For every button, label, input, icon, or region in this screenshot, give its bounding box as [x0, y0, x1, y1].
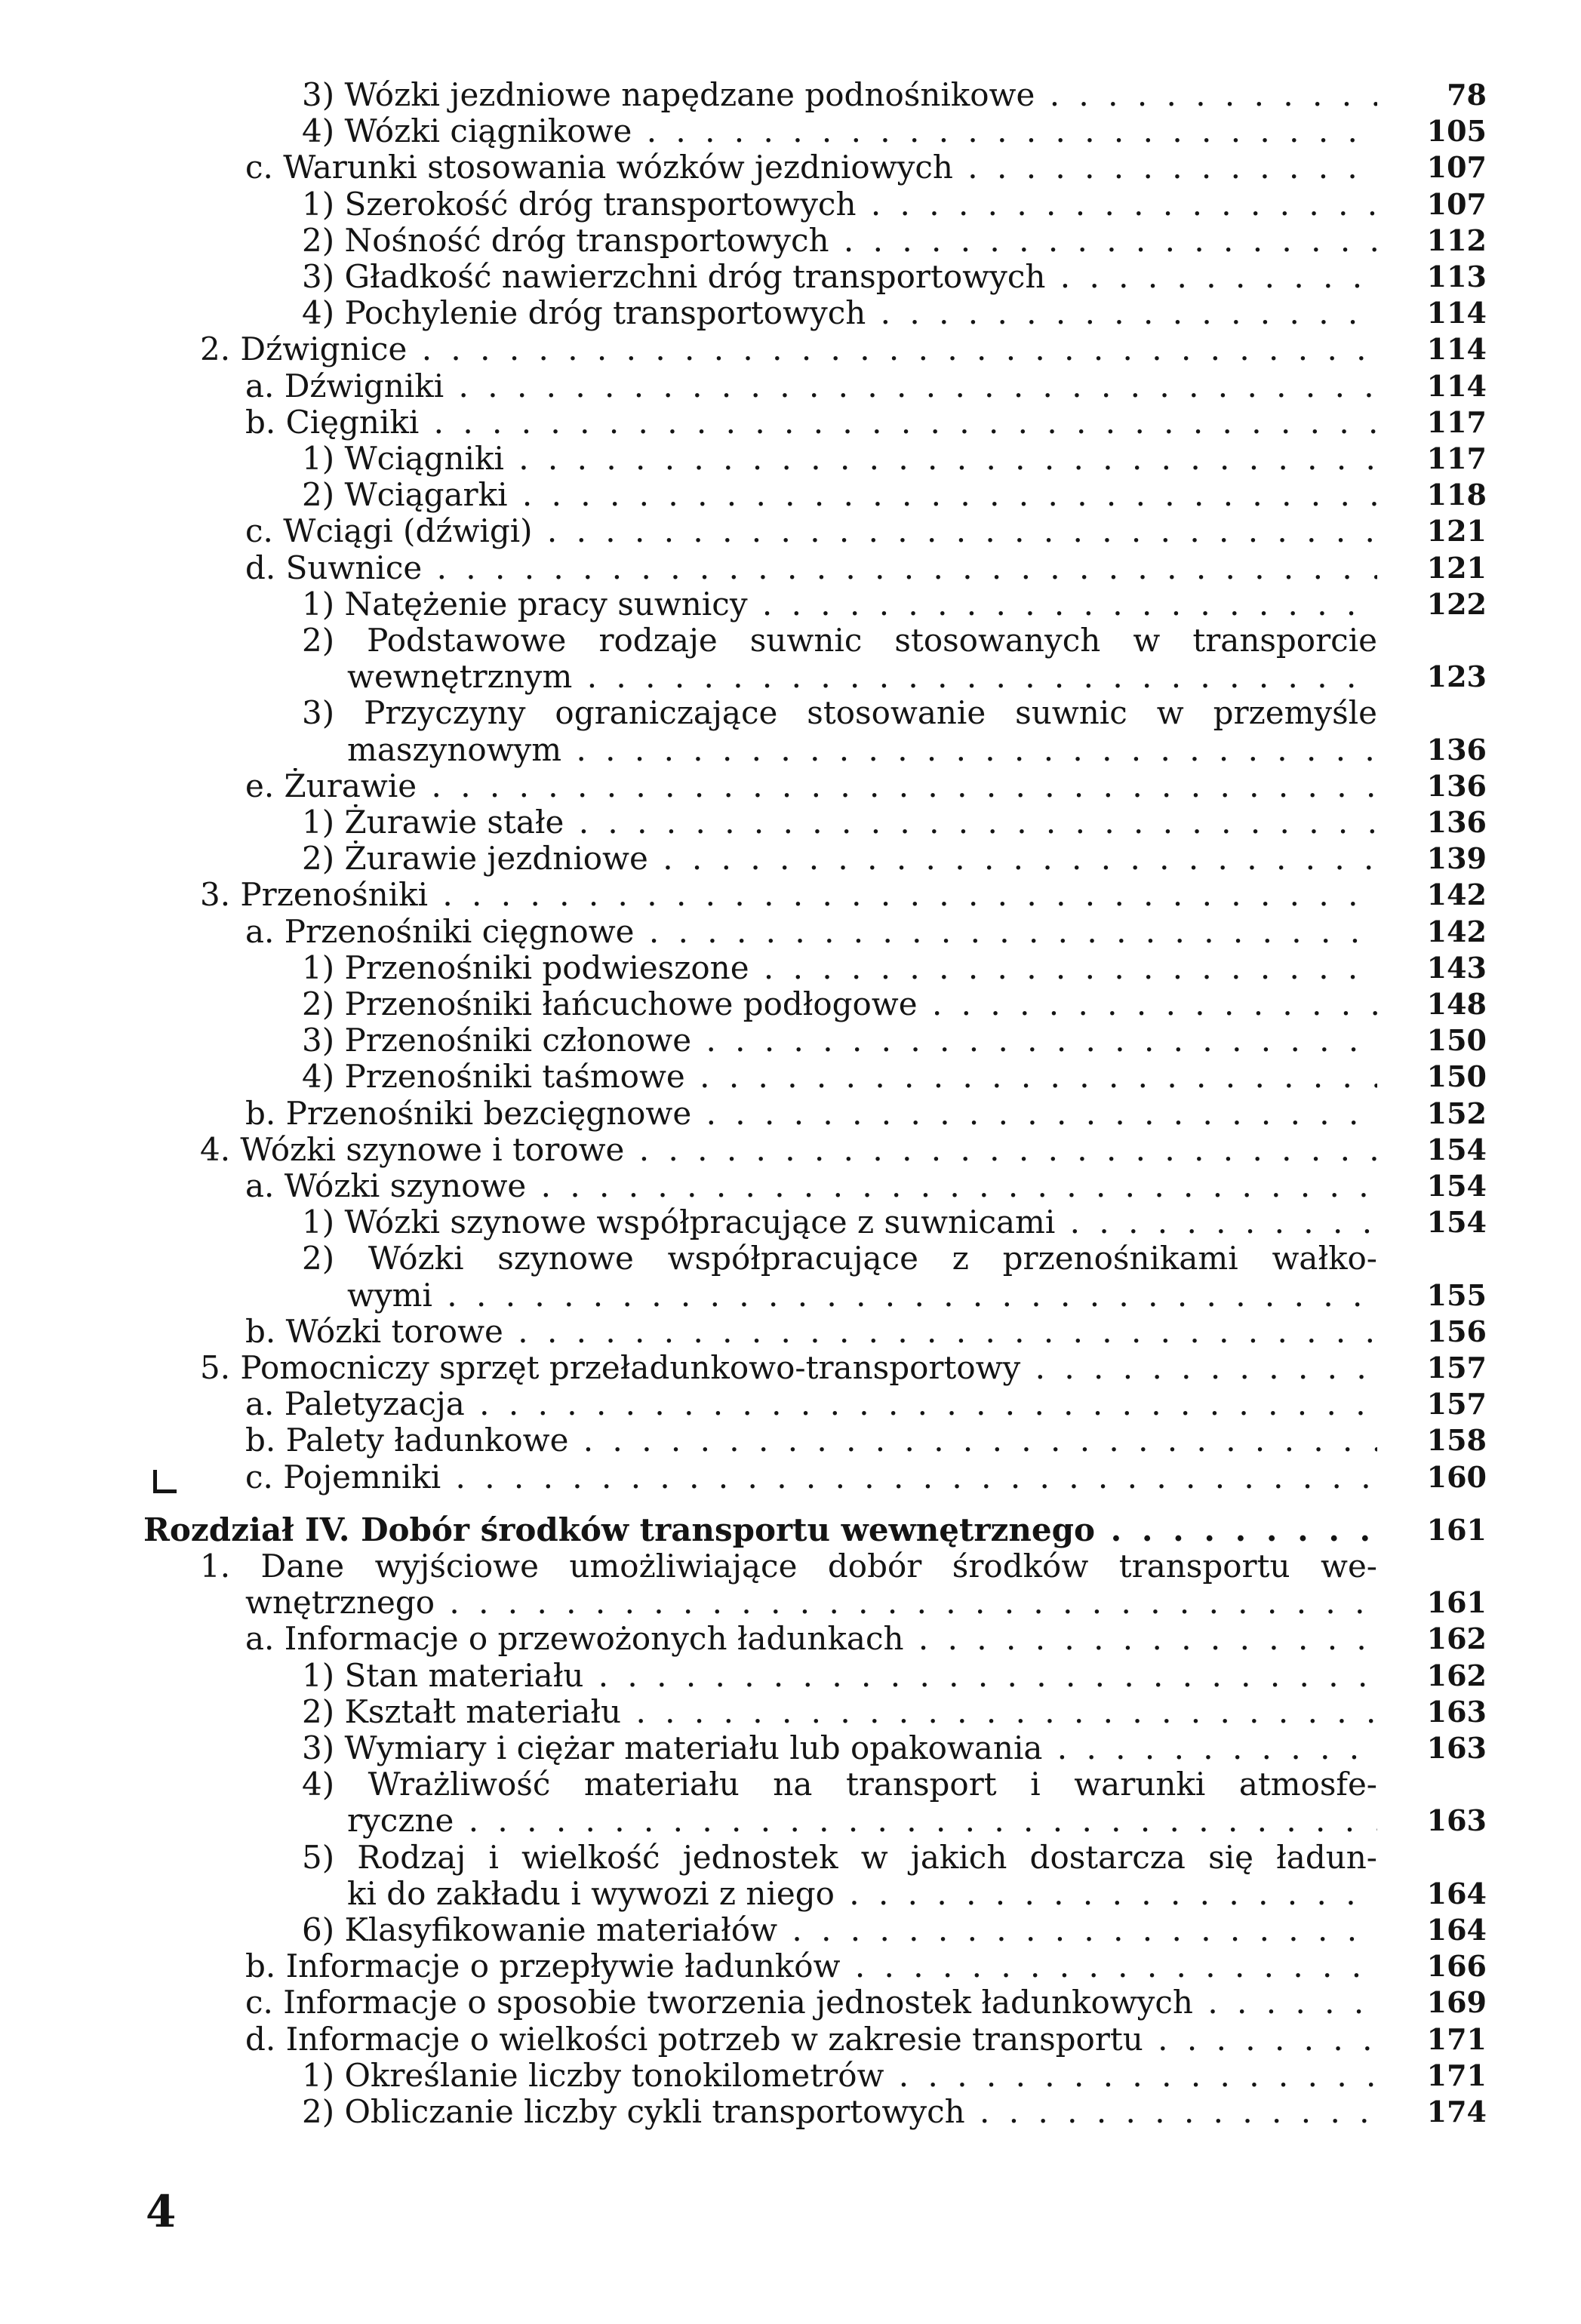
toc-entry-title: 1) Natężenie pracy suwnicy . . .	[302, 586, 1377, 622]
toc-entry-title: 3) Przyczyny ograniczające stosowanie suwnic w przemyśle	[302, 695, 1377, 732]
toc-entry-page: 163	[1426, 1803, 1487, 1838]
toc-entry	[0, 1694, 1581, 1730]
toc-entry-page: 154	[1426, 1205, 1487, 1240]
toc-entry	[0, 1585, 1581, 1621]
toc-entry	[0, 223, 1581, 259]
toc-entry-title: 2. Dźwignice . . .	[200, 331, 1377, 367]
toc-entry	[0, 1730, 1581, 1766]
toc-entry-title: c. Warunki stosowania wózków jezdniowych . . .	[245, 149, 1377, 186]
toc-entry-title: 1) Szerokość dróg transportowych . . .	[302, 186, 1377, 223]
toc-entry-title: b. Cięgniki . . .	[245, 404, 1377, 441]
toc-entry-title: 3) Wymiary i ciężar materiału lub opakowania . . .	[302, 1730, 1377, 1766]
toc-entry-page: 114	[1426, 296, 1487, 330]
toc-entry-title: maszynowym . . .	[347, 732, 1377, 768]
toc-entry	[0, 331, 1581, 367]
toc-entry	[0, 877, 1581, 913]
toc-entry-page: 163	[1426, 1731, 1487, 1765]
toc-entry	[0, 732, 1581, 768]
toc-entry	[0, 1204, 1581, 1240]
toc-entry-page: 143	[1426, 950, 1487, 985]
toc-entry	[0, 1059, 1581, 1095]
toc-entry	[0, 550, 1581, 586]
toc-entry	[0, 914, 1581, 950]
toc-entry	[0, 1876, 1581, 1912]
toc-entry-page: 118	[1426, 478, 1487, 512]
toc-entry-page: 107	[1426, 186, 1487, 221]
toc-entry-title: a. Wózki szynowe . . .	[245, 1168, 1377, 1204]
toc-entry-page: 164	[1426, 1913, 1487, 1947]
toc-entry	[0, 768, 1581, 804]
toc-entry	[0, 441, 1581, 477]
toc-entry-title: 3. Przenośniki . . .	[200, 877, 1377, 913]
toc-entry-page: 157	[1426, 1387, 1487, 1422]
toc-entry-title: 2) Wciągarki . . .	[302, 477, 1377, 513]
toc-entry	[0, 1548, 1581, 1585]
toc-entry-page: 154	[1426, 1169, 1487, 1203]
toc-entry	[0, 2021, 1581, 2058]
toc-entry	[0, 513, 1581, 549]
toc-entry-title: d. Suwnice . . .	[245, 550, 1377, 586]
toc-entry-title: 2) Kształt materiału . . .	[302, 1694, 1377, 1730]
toc-entry-title: a. Paletyzacja . . .	[245, 1386, 1377, 1422]
toc-entry	[0, 77, 1581, 113]
toc-entry-title: c. Wciągi (dźwigi) . . .	[245, 513, 1377, 549]
toc-entry-page: 150	[1426, 1059, 1487, 1094]
toc-entry	[0, 1766, 1581, 1803]
toc-entry	[0, 841, 1581, 877]
toc-entry-title: wymi . . .	[347, 1277, 1377, 1314]
toc-entry-title: d. Informacje o wielkości potrzeb w zakresie transportu . . .	[245, 2021, 1377, 2058]
toc-entry-page: 136	[1426, 768, 1487, 803]
toc-entry	[0, 1912, 1581, 1948]
toc-entry-page: 142	[1426, 914, 1487, 948]
toc-entry	[0, 1984, 1581, 2021]
toc-entry-page: 148	[1426, 987, 1487, 1021]
toc-entry-title: 4. Wózki szynowe i torowe . . .	[200, 1132, 1377, 1168]
toc-entry-page: 121	[1426, 550, 1487, 585]
toc-entry-page: 169	[1426, 1985, 1487, 2020]
toc-entry	[0, 804, 1581, 841]
margin-mark	[153, 1470, 177, 1493]
toc-entry	[0, 404, 1581, 441]
toc-entry-title: 1) Wózki szynowe współpracujące z suwnicami . . .	[302, 1204, 1377, 1240]
toc-entry	[0, 368, 1581, 404]
toc-entry-page: 152	[1426, 1096, 1487, 1130]
toc-entry-title: 3) Gładkość nawierzchni dróg transportowych . . .	[302, 259, 1377, 295]
toc-entry	[0, 1240, 1581, 1277]
toc-entry	[0, 1314, 1581, 1350]
toc-entry	[0, 259, 1581, 295]
toc-entry-page: 139	[1426, 841, 1487, 876]
toc-entry-page: 171	[1426, 2058, 1487, 2092]
toc-entry-page: 162	[1426, 1622, 1487, 1656]
toc-entry-page: 174	[1426, 2095, 1487, 2129]
toc-entry-title: 1) Wciągniki . . .	[302, 441, 1377, 477]
toc-entry-title: 4) Przenośniki taśmowe . . .	[302, 1059, 1377, 1095]
toc-entry-page: 161	[1426, 1585, 1487, 1620]
toc-entry-title: c. Pojemniki . . .	[245, 1459, 1377, 1496]
toc-entry	[0, 1277, 1581, 1314]
toc-entry-page: 114	[1426, 368, 1487, 403]
toc-entry	[0, 149, 1581, 186]
toc-entry	[0, 622, 1581, 659]
toc-entry-page: 160	[1426, 1459, 1487, 1494]
toc-entry	[0, 1350, 1581, 1386]
toc-entry	[0, 1459, 1581, 1496]
toc-entry-title: 2) Wózki szynowe współpracujące z przenośnikami wałko-	[302, 1240, 1377, 1277]
toc-entry	[0, 1512, 1581, 1548]
toc-entry-page: 156	[1426, 1314, 1487, 1348]
page-number: 4	[146, 2186, 177, 2237]
toc-entry-title: 2) Obliczanie liczby cykli transportowych . . .	[302, 2094, 1377, 2130]
toc-entry	[0, 586, 1581, 622]
toc-entry	[0, 1803, 1581, 1839]
toc-entry-page: 164	[1426, 1876, 1487, 1911]
toc-entry	[0, 1658, 1581, 1694]
toc-entry-page: 171	[1426, 2021, 1487, 2056]
toc-entry-title: ryczne . . .	[347, 1803, 1377, 1839]
toc-entry-title: 1. Dane wyjściowe umożliwiające dobór środków transportu we-	[200, 1548, 1377, 1585]
toc-entry-title: 3) Wózki jezdniowe napędzane podnośnikowe . . .	[302, 77, 1377, 113]
toc-entry-title: ki do zakładu i wywozi z niego . . .	[347, 1876, 1377, 1912]
toc-entry-title: c. Informacje o sposobie tworzenia jednostek ładunkowych . . .	[245, 1984, 1377, 2021]
toc-entry	[0, 1132, 1581, 1168]
toc-entry	[0, 2058, 1581, 2094]
toc-entry-title: 5. Pomocniczy sprzęt przeładunkowo-transportowy . . .	[200, 1350, 1377, 1386]
toc-entry-title: 2) Żurawie jezdniowe . . .	[302, 841, 1377, 877]
toc-entry-page: 122	[1426, 586, 1487, 621]
toc-entry-title: a. Informacje o przewożonych ładunkach . . .	[245, 1621, 1377, 1657]
toc-entry-title: 1) Określanie liczby tonokilometrów . . .	[302, 2058, 1377, 2094]
toc-entry-page: 158	[1426, 1423, 1487, 1458]
toc-entry-title: a. Przenośniki cięgnowe . . .	[245, 914, 1377, 950]
toc-entry-title: 5) Rodzaj i wielkość jednostek w jakich dostarcza się ładun-	[302, 1839, 1377, 1876]
toc-entry	[0, 2094, 1581, 2130]
toc-entry	[0, 1386, 1581, 1422]
toc-entry-title: 1) Przenośniki podwieszone . . .	[302, 950, 1377, 986]
toc-entry-page: 78	[1447, 78, 1487, 112]
toc-entry	[0, 986, 1581, 1022]
toc-entry-page: 105	[1426, 114, 1487, 149]
toc-entry-page: 107	[1426, 150, 1487, 185]
toc-entry-title: 4) Wrażliwość materiału na transport i warunki atmosfe-	[302, 1766, 1377, 1803]
toc-entry-page: 121	[1426, 514, 1487, 549]
toc-entry	[0, 1422, 1581, 1459]
toc-entry-title: b. Informacje o przepływie ładunków . . .	[245, 1948, 1377, 1984]
toc-entry	[0, 1022, 1581, 1059]
toc-entry-title: b. Wózki torowe . . .	[245, 1314, 1377, 1350]
toc-entry-page: 117	[1426, 441, 1487, 475]
toc-entry-title: wnętrznego . . .	[245, 1585, 1377, 1621]
toc-entry	[0, 1621, 1581, 1657]
toc-entry-title: b. Palety ładunkowe . . .	[245, 1422, 1377, 1459]
toc-entry-title: 2) Nośność dróg transportowych . . .	[302, 223, 1377, 259]
toc-entry-page: 162	[1426, 1658, 1487, 1692]
toc-entry-page: 113	[1426, 260, 1487, 294]
toc-entry	[0, 477, 1581, 513]
toc-entry-page: 157	[1426, 1351, 1487, 1385]
toc-entry-title: b. Przenośniki bezcięgnowe . . .	[245, 1096, 1377, 1132]
toc-entry	[0, 1840, 1581, 1876]
toc-entry-page: 161	[1426, 1512, 1487, 1547]
toc-entry-page: 112	[1426, 223, 1487, 257]
toc-entry-title: 2) Podstawowe rodzaje suwnic stosowanych w transporcie	[302, 622, 1377, 659]
toc-entry-page: 142	[1426, 878, 1487, 912]
toc-entry	[0, 659, 1581, 695]
toc-entry-page: 166	[1426, 1949, 1487, 1984]
toc-entry-title: 4) Pochylenie dróg transportowych . . .	[302, 295, 1377, 331]
toc-entry	[0, 186, 1581, 223]
toc-entry-page: 136	[1426, 732, 1487, 767]
toc-entry	[0, 295, 1581, 331]
toc-entry-title: 1) Żurawie stałe . . .	[302, 804, 1377, 841]
toc-entry-page: 154	[1426, 1132, 1487, 1167]
toc-entry	[0, 1168, 1581, 1204]
toc-entry	[0, 1948, 1581, 1984]
toc-entry-title: Rozdział IV. Dobór środków transportu wewnętrznego . . .	[143, 1512, 1377, 1548]
toc-entry-page: 150	[1426, 1023, 1487, 1058]
toc-entry-title: e. Żurawie . . .	[245, 768, 1377, 804]
toc-entry	[0, 950, 1581, 986]
toc-entry-title: 6) Klasyfikowanie materiałów . . .	[302, 1912, 1377, 1948]
toc-entry-page: 114	[1426, 332, 1487, 367]
toc-entry-page: 123	[1426, 659, 1487, 694]
toc-entry	[0, 695, 1581, 731]
toc-entry	[0, 113, 1581, 149]
toc-entry-title: 3) Przenośniki członowe . . .	[302, 1022, 1377, 1059]
toc-entry-page: 117	[1426, 404, 1487, 439]
toc-entry-page: 155	[1426, 1277, 1487, 1312]
toc-entry-title: 1) Stan materiału . . .	[302, 1658, 1377, 1694]
toc-entry-title: a. Dźwigniki . . .	[245, 368, 1377, 404]
toc-entry-title: 2) Przenośniki łańcuchowe podłogowe . . .	[302, 986, 1377, 1022]
toc-entry-title: wewnętrznym . . .	[347, 659, 1377, 695]
toc-entry-title: 4) Wózki ciągnikowe . . .	[302, 113, 1377, 149]
toc-entry-page: 136	[1426, 805, 1487, 839]
toc-entry-page: 163	[1426, 1694, 1487, 1729]
toc-entry	[0, 1096, 1581, 1132]
